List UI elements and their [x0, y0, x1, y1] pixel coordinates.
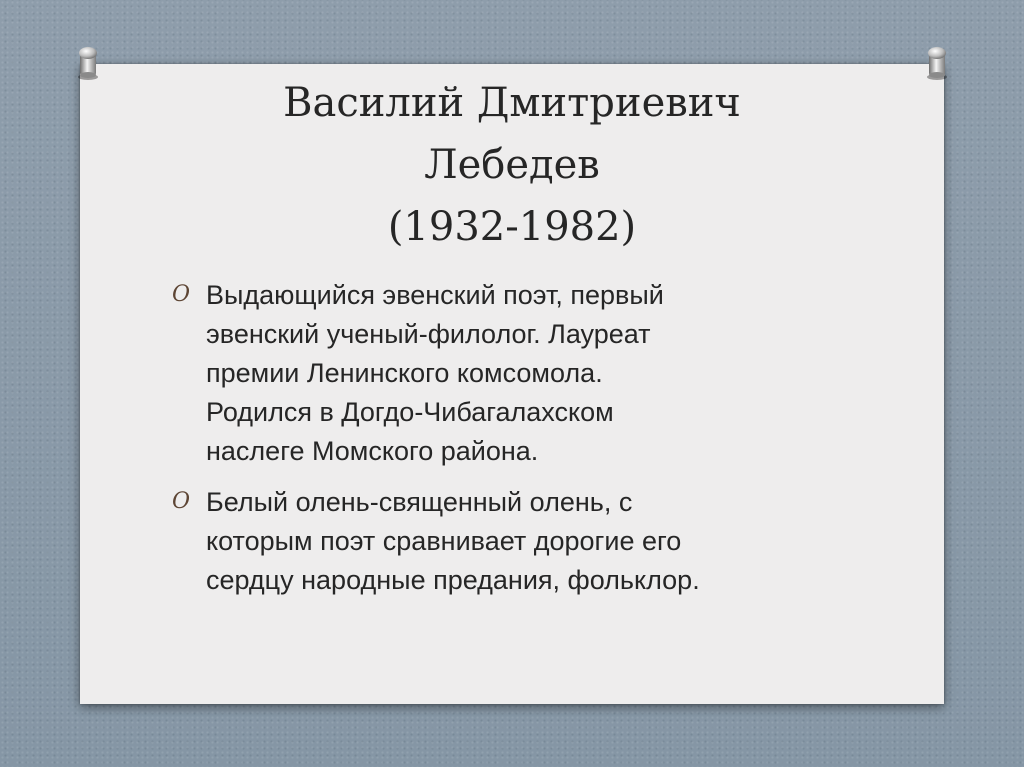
bullet-text: Белый олень-священный олень, с которым поэт сравнивает дорогие его сердцу народные предания, фольклор. — [206, 487, 700, 595]
bullet-text: Выдающийся эвенский поэт, первый эвенский ученый-филолог. Лауреат премии Ленинского комсомола. Родился в Догдо-Чибагалахском наслеге Момского района. — [206, 280, 664, 466]
title-name-line: Василий Дмитриевич — [283, 80, 741, 126]
slide-title — [80, 72, 944, 258]
title-surname-line: Лебедев — [424, 142, 600, 188]
list-item — [172, 276, 872, 471]
bullet-marker-icon: O — [172, 489, 191, 514]
bullet-marker-icon: O — [172, 282, 191, 307]
bullet-list — [172, 276, 872, 612]
title-years-line: (1932-1982) — [387, 204, 637, 250]
list-item — [172, 483, 872, 600]
